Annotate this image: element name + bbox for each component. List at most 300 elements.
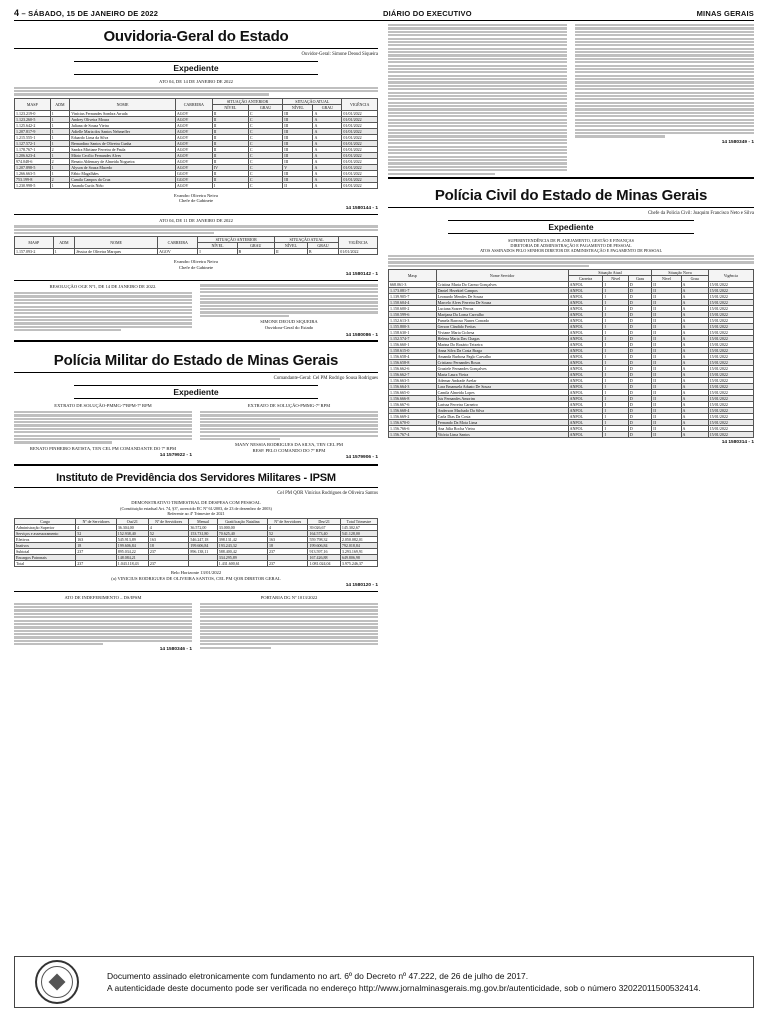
table-cell: II (652, 426, 681, 432)
table-cell: Daniel Hezekiel Campos (436, 288, 568, 294)
table-cell: I (603, 330, 628, 336)
table-cell: C (248, 182, 282, 188)
table-cell (189, 560, 217, 566)
table-cell: Camila Almeida Lopes (436, 390, 568, 396)
table-cell: A (681, 348, 708, 354)
table-header: Nº de Servidores (268, 518, 308, 524)
table-cell: C (248, 146, 282, 152)
table-cell: 1.123.219-0 (15, 110, 51, 116)
table-cell: ANPOL (568, 402, 603, 408)
table-cell: I (603, 354, 628, 360)
table-cell: 2 (50, 176, 70, 182)
table-cell: II (652, 432, 681, 438)
table-cell: 1.207.898-5 (15, 164, 51, 170)
table-cell: C (248, 152, 282, 158)
table-cell: II (212, 128, 248, 134)
table-cell: D (628, 324, 651, 330)
table-cell: 1 (50, 170, 70, 176)
table-cell: 4 (76, 524, 116, 530)
table-cell: GGOV (175, 176, 212, 182)
table-cell: 15/01/2022 (708, 420, 753, 426)
table-cell: 1.127.572-1 (15, 140, 51, 146)
table-cell: Mário Cecílio Fernandes Alves (70, 152, 176, 158)
right-top-text (388, 24, 754, 175)
table-cell: A (681, 378, 708, 384)
header-date: – SÁBADO, 15 DE JANEIRO DE 2022 (21, 9, 159, 18)
table-cell: 15/01/2022 (708, 282, 753, 288)
pcmg-sup2: DIRETORIA DE ADMINISTRAÇÃO E PAGAMENTO DE PESSOAL (510, 242, 632, 248)
table-cell: A (681, 390, 708, 396)
table-cell: Bernardino Santos de Oliveira Cunha (70, 140, 176, 146)
resolucao-signature: SIMONE DEOUD SIQUEIRA (260, 319, 318, 324)
table-cell: 1.156.658-8 (389, 360, 437, 366)
table-cell: D (628, 348, 651, 354)
table-cell: 15/01/2022 (708, 306, 753, 312)
table-cell: D (628, 366, 651, 372)
table-cell: 148.084,21 (116, 554, 148, 560)
table-cell: D (628, 390, 651, 396)
pmmg-right-signature2: RESP. PELO COMANDO DO 7º RPM (252, 447, 326, 453)
table-cell: 01/01/2022 (342, 140, 378, 146)
pmmg-left-heading: EXTRATO DE SOLUÇÃO-PMMG-7ºBPM-7ª RPM (54, 403, 152, 409)
table-cell: A (681, 414, 708, 420)
table-cell: I (603, 324, 628, 330)
table-cell: A (681, 408, 708, 414)
table-cell: 1.206.623-4 (15, 152, 51, 158)
table-cell: II (652, 342, 681, 348)
table-cell: 15/01/2022 (708, 396, 753, 402)
table-cell: II (212, 176, 248, 182)
pcmg-sup1: SUPERINTENDÊNCIA DE PLANEJAMENTO, GESTÃO E FINANÇAS (507, 237, 634, 243)
table-cell: 1.173.081-7 (389, 288, 437, 294)
table-cell: 01/01/2022 (342, 176, 378, 182)
table-cell: 1.156.663-5 (389, 378, 437, 384)
table-cell: I (603, 360, 628, 366)
table-cell: II (652, 300, 681, 306)
table-cell: III (283, 152, 313, 158)
table-cell: 01/01/2022 (342, 170, 378, 176)
table-cell: Vitória Lima Santos (436, 432, 568, 438)
table-cell: 33.000,00 (217, 524, 267, 530)
table-cell: 1.152.574-7 (389, 336, 437, 342)
table-cell: 668.061-3 (389, 282, 437, 288)
table-cell: A (681, 282, 708, 288)
table-cell: ANPOL (568, 378, 603, 384)
table-cell: 199.606,84 (308, 542, 340, 548)
table-cell: 1 (50, 134, 70, 140)
table-cell: Gerson Cândido Freitas (436, 324, 568, 330)
table-cell: 334.295,89 (217, 554, 267, 560)
gazette-page (14, 8, 754, 1016)
ipsm-title: Instituto de Previdência dos Servidores Militares - IPSM (56, 472, 336, 485)
table-row: 1.157.093-2 1 Jéssica de Oliveira Marques AGOV I B II B 01/01/2022 (15, 249, 378, 255)
table-cell: III (283, 140, 313, 146)
table-cell: 15/01/2022 (708, 354, 753, 360)
table-cell: 1.043.118,43 (116, 560, 148, 566)
authentication-footer (14, 956, 754, 1008)
table-cell: A (313, 152, 342, 158)
table-cell: 588.400,42 (217, 548, 267, 554)
table-cell: C (248, 110, 282, 116)
table-cell: D (628, 360, 651, 366)
table-cell: II (652, 348, 681, 354)
table-cell: 01/01/2022 (342, 128, 378, 134)
table-cell: 1 (50, 152, 70, 158)
table-cell: 15/01/2022 (708, 384, 753, 390)
table-cell: II (652, 396, 681, 402)
table-cell: 15/01/2022 (708, 300, 753, 306)
table-cell: Ana Júlia Rocha Vieira (436, 426, 568, 432)
table-cell: A (313, 158, 342, 164)
table-cell: 1.156.662-6 (389, 366, 437, 372)
table-cell: II (212, 158, 248, 164)
table-cell: I (603, 312, 628, 318)
table-header: Out/21 (116, 518, 148, 524)
table-cell: 52 (268, 530, 308, 536)
table-cell: 15/01/2022 (708, 294, 753, 300)
table-cell: II (652, 282, 681, 288)
table-cell: D (628, 414, 651, 420)
table-cell: I (603, 282, 628, 288)
table-cell: II (652, 318, 681, 324)
table-cell: 545.913,89 (116, 536, 148, 542)
table-cell: 199.606,84 (116, 542, 148, 548)
table-cell: A (681, 288, 708, 294)
table-cell: A (313, 176, 342, 182)
header-state: MINAS GERAIS (696, 9, 754, 18)
table-cell: ANPOL (568, 348, 603, 354)
table-cell: I (603, 306, 628, 312)
table-cell: D (628, 282, 651, 288)
table-cell: Viviane Maria Cichesa (436, 330, 568, 336)
table-cell: A (313, 170, 342, 176)
table-row (15, 560, 378, 566)
table-cell: AGOV (175, 140, 212, 146)
table-cell: A (681, 330, 708, 336)
footer-line1: Documento assinado eletronicamente com fundamento no art. 6º do Decreto nº 47.222, de 26 de julho de 2017. (107, 971, 529, 981)
table-cell: AGOV (175, 110, 212, 116)
table-cell: 15/01/2022 (708, 378, 753, 384)
table-cell: 896.138,11 (189, 548, 217, 554)
table-cell: 237 (76, 548, 116, 554)
table-cell: III (283, 128, 313, 134)
table-cell: D (628, 426, 651, 432)
table-header: Nº de Servidores (76, 518, 116, 524)
table-cell: II (652, 306, 681, 312)
table-header: Total Trimestre (340, 518, 377, 524)
table-cell: ANPOL (568, 282, 603, 288)
pcmg-subtitle: Chefe da Polícia Civil: Joaquim Francisco Neto e Silva (647, 210, 754, 216)
referencia: Referente ao 4º Trimestre de 2021 (167, 510, 225, 516)
table-cell: 1.156.664-3 (389, 384, 437, 390)
table-cell: Inativos (15, 542, 76, 548)
table-cell: Camila Campos da Cruz (70, 176, 176, 182)
table-cell: 15/01/2022 (708, 360, 753, 366)
table-cell: I (603, 414, 628, 420)
ato2-signature-role: Chefe de Gabinete (178, 264, 214, 270)
table-cell: 895.034,22 (116, 548, 148, 554)
table-cell: Eduardo Lima da Silva (70, 134, 176, 140)
table-cell: A (681, 336, 708, 342)
state-seal-icon (35, 960, 79, 1004)
table-cell: A (681, 432, 708, 438)
table-cell: 01/01/2022 (342, 158, 378, 164)
table-cell: Total (15, 560, 76, 566)
table-cell: D (628, 354, 651, 360)
table-cell: A (681, 360, 708, 366)
table-header: Dez/21 (308, 518, 340, 524)
table-cell: A (681, 366, 708, 372)
table-cell: II (652, 384, 681, 390)
table-cell: 1.156.668-4 (389, 408, 437, 414)
table-cell: Cristiano Fernandes Rosas (436, 360, 568, 366)
table-cell: D (628, 396, 651, 402)
table-cell: C (248, 122, 282, 128)
table-cell: II (652, 336, 681, 342)
table-cell: C (248, 176, 282, 182)
table-cell: 237 (268, 560, 308, 566)
table-cell: Marina Do Rosário Teixeira (436, 342, 568, 348)
ipsm-ato-right-heading: PORTARIA DG Nº 1013/2022 (260, 595, 318, 601)
table-cell: A (681, 312, 708, 318)
resolucao-heading: RESOLUÇÃO OGE Nº1, DE 14 DE JANEIRO DE 2022. (49, 284, 157, 290)
table-cell: A (681, 342, 708, 348)
table-cell: D (628, 384, 651, 390)
table-cell: I (603, 402, 628, 408)
table-cell: III (283, 170, 313, 176)
table-cell: 1.156.666-8 (389, 396, 437, 402)
table-cell: A (681, 324, 708, 330)
table-cell: 18 (268, 542, 308, 548)
table-cell: 163 (76, 536, 116, 542)
table-cell: 1.123.260-5 (15, 116, 51, 122)
table-cell: D (628, 420, 651, 426)
table-cell: ANPOL (568, 372, 603, 378)
table-cell: 15/01/2022 (708, 330, 753, 336)
table-cell: 1.156.660-1 (389, 342, 437, 348)
table-cell: ANPOL (568, 420, 603, 426)
ipsm-atos (14, 595, 378, 654)
table-cell: GGOV (175, 170, 212, 176)
table-cell: Renato Aldemary de Almeida Nogueira (70, 158, 176, 164)
table-cell: III (283, 176, 313, 182)
table-cell: ANPOL (568, 288, 603, 294)
table-cell: Cristina Maria Do Carmo Gonçalves (436, 282, 568, 288)
table-cell: I (603, 390, 628, 396)
table-cell: 1.139.905-7 (389, 294, 437, 300)
ouvidoria-title: Ouvidoria-Geral do Estado (103, 28, 289, 45)
table-cell: A (681, 372, 708, 378)
table-cell: ANPOL (568, 336, 603, 342)
table-cell: I (603, 426, 628, 432)
table-cell: D (628, 372, 651, 378)
table-cell: II (652, 294, 681, 300)
table-cell: 70.625,40 (217, 530, 267, 536)
ipsm-subtitle: Cel PM QOR Vinícius Rodrigues de Oliveira Santos (277, 491, 378, 497)
table-cell: 01/01/2022 (342, 122, 378, 128)
ipsm-signature: (a) VINICIUS RODRIGUES DE OLIVEIRA SANTOS, CEL PM QOR DIRETOR GERAL (111, 575, 281, 581)
table-cell: 15/01/2022 (708, 408, 753, 414)
table-cell: 15/01/2022 (708, 318, 753, 324)
ato1-signature-role: Chefe de Gabinete (178, 198, 214, 204)
ouvidoria-subtitle: Ouvidor-Geral: Simone Deoud Siqueira (301, 52, 378, 57)
table-cell: D (628, 288, 651, 294)
table-cell: A (313, 140, 342, 146)
table-cell: 01/01/2022 (342, 182, 378, 188)
table-cell: Helena Maria Das Chagas (436, 336, 568, 342)
ipsm-code: 14 1580120 - 1 (345, 583, 378, 589)
table-cell: 1 (50, 164, 70, 170)
table-cell: Marcelo Alves Ferreira De Souza (436, 300, 568, 306)
table-cell: 1 (50, 128, 70, 134)
table-cell: Leonardo Mendes De Souza (436, 294, 568, 300)
table-cell: II (212, 146, 248, 152)
table-cell: 1.230.998-5 (15, 182, 51, 188)
table-cell: ANPOL (568, 384, 603, 390)
table-cell: 3.293.169,91 (340, 548, 377, 554)
table-cell: 153.731,80 (189, 530, 217, 536)
table-cell: 36.572,00 (189, 524, 217, 530)
table-cell: Pamela Barroso Nunes Conrado (436, 318, 568, 324)
table-cell: 01/01/2022 (342, 110, 378, 116)
table-cell: II (652, 378, 681, 384)
footer-line2: A autenticidade deste documento pode ser verificada no endereço http://www.jornalminasgerais.mg.gov.br/autenticidade, sob o número 32022011500532414. (107, 983, 701, 993)
table-cell: D (628, 336, 651, 342)
table-cell: 3.975.246,37 (340, 560, 377, 566)
table-cell: A (313, 164, 342, 170)
ipsm-ato-left-code: 14 1580346 - 1 (159, 647, 192, 653)
table-cell: D (628, 342, 651, 348)
table-cell: Amanda Barbosa Paglo Carvalho (436, 354, 568, 360)
table-cell: 1.150.615-0 (389, 348, 437, 354)
table-cell: ANPOL (568, 366, 603, 372)
table-cell: 1 (50, 122, 70, 128)
table-cell: AGOV (175, 152, 212, 158)
table-cell: ANPOL (568, 360, 603, 366)
page-number: 4 (14, 8, 20, 18)
table-cell: I (603, 372, 628, 378)
table-cell: 1.125.642-2 (15, 122, 51, 128)
table-cell: II (652, 414, 681, 420)
table-cell: 237 (268, 548, 308, 554)
table-cell: A (681, 354, 708, 360)
table-cell: A (313, 182, 342, 188)
left-column (14, 24, 378, 944)
table-cell: 2.050.082,01 (340, 536, 377, 542)
ipsm-signature-date: Belo Horizonte 13/01/2022 (170, 569, 222, 575)
table-cell: II (652, 366, 681, 372)
table-cell: 1.156.670-0 (389, 420, 437, 426)
table-cell: I (603, 420, 628, 426)
table-cell: 39.026,67 (308, 524, 340, 530)
table-cell: A (313, 128, 342, 134)
table-cell: D (628, 402, 651, 408)
table-cell: C (248, 164, 282, 170)
table-cell: C (248, 128, 282, 134)
table-cell: Juliana de Souza Vieira (70, 122, 176, 128)
table-header: Cargo (15, 518, 76, 524)
table-cell: II (212, 110, 248, 116)
table-cell: 792.018,84 (340, 542, 377, 548)
table-cell: ANPOL (568, 426, 603, 432)
table-cell: 15/01/2022 (708, 348, 753, 354)
table-cell: 1.156.767-4 (389, 432, 437, 438)
pcmg-code: 14 1580314 - 1 (721, 440, 754, 445)
pmmg-right-code: 14 1579906 - 1 (345, 455, 378, 461)
table-cell: ANPOL (568, 330, 603, 336)
table-cell: A (313, 116, 342, 122)
table-cell: 163 (148, 536, 188, 542)
resolucao-block (14, 284, 378, 331)
table-cell: 193.243,32 (217, 542, 267, 548)
table-cell: II (212, 170, 248, 176)
pmmg-right-signature: MANY NESSIA RODRIGUES DA SILVA, TEN CEL PM (234, 442, 344, 448)
table-cell: 145.302,67 (340, 524, 377, 530)
table-cell: 1.156.658-4 (389, 354, 437, 360)
table-cell: A (681, 396, 708, 402)
table-cell: 1.178.767-1 (15, 146, 51, 152)
table-cell: 398.131,42 (217, 536, 267, 542)
table-cell: II (212, 152, 248, 158)
table-cell: Administração Superior (15, 524, 76, 530)
table-cell: A (681, 318, 708, 324)
ato2-heading: ATO 04, DE 11 DE JANEIRO DE 2022 (159, 217, 233, 223)
table-cell: I (603, 378, 628, 384)
table-cell: A (681, 402, 708, 408)
table-cell: 1.156.667-6 (389, 402, 437, 408)
table-cell: I (603, 342, 628, 348)
table-cell: Carla Dias Da Costa (436, 414, 568, 420)
table-cell: 1.158.630-1 (389, 330, 437, 336)
table-cell: III (283, 158, 313, 164)
table-cell: III (283, 122, 313, 128)
table-cell: III (283, 134, 313, 140)
table-cell: 15/01/2022 (708, 372, 753, 378)
table-cell: 152.938,40 (116, 530, 148, 536)
table-cell: V (283, 164, 313, 170)
table-cell: IV (212, 164, 248, 170)
ato1-code: 14 1580144 - 1 (345, 205, 378, 211)
table-cell: I (603, 336, 628, 342)
pcmg-expediente: Expediente (448, 220, 694, 234)
table-cell: 18 (76, 542, 116, 548)
table-cell: AGOV (175, 158, 212, 164)
table-cell: I (603, 408, 628, 414)
table-cell: 4 (268, 524, 308, 530)
table-cell: 199.606,84 (189, 542, 217, 548)
table-cell: 52 (148, 530, 188, 536)
table-cell: 913.597,16 (308, 548, 340, 554)
table-cell: 559.798,32 (308, 536, 340, 542)
table-cell: Luciana Soares Ferraz (436, 306, 568, 312)
table-cell: II (652, 324, 681, 330)
table-cell: Adielle Maria dos Santos Nehmeffer (70, 128, 176, 134)
table-cell: ANPOL (568, 306, 603, 312)
table-header: Mensal (189, 518, 217, 524)
table-cell: 164.573,40 (308, 530, 340, 536)
table-cell: 1.156.662-7 (389, 372, 437, 378)
resolucao-signature-role: Ouvidora-Geral do Estado (264, 324, 314, 330)
table-cell: I (603, 294, 628, 300)
table-cell: 15/01/2022 (708, 402, 753, 408)
table-cell: 15/01/2022 (708, 312, 753, 318)
table-cell: 974.048-6 (15, 158, 51, 164)
table-cell: 1.152.613-3 (389, 318, 437, 324)
ipsm-ato-left-heading: ATO DE INDEFERIMENTO – DS/IPSM (64, 595, 142, 601)
table-cell: 1.081.024,04 (308, 560, 340, 566)
demonstrativo-sub: (Constituição estadual Art. 74, §3º, acrescido EC Nº 61/2003, de 23 de dezembro de 2003) (120, 505, 272, 511)
table-cell: 1.156.766-6 (389, 426, 437, 432)
